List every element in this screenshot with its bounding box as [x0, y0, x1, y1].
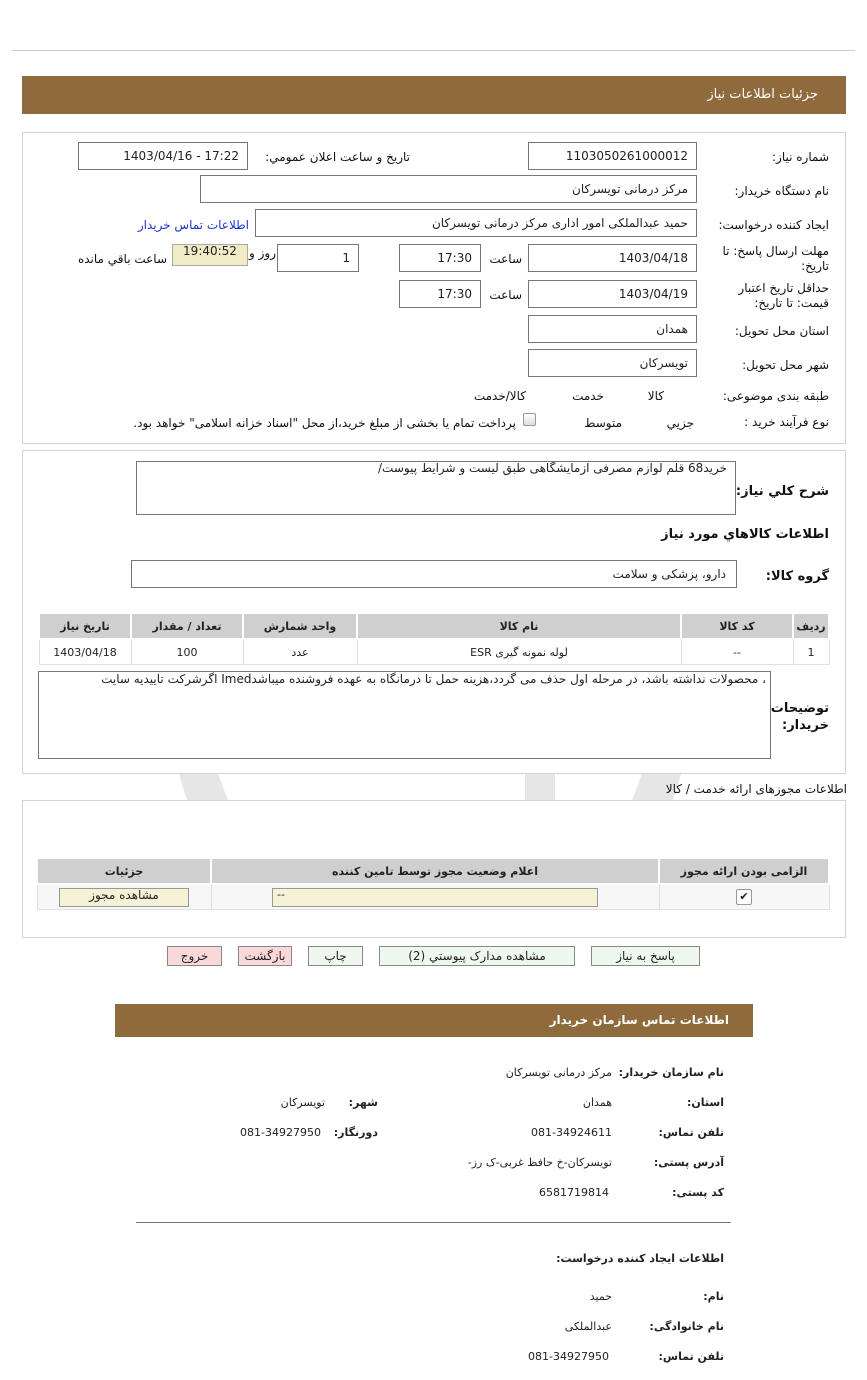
process-option-minor: جزیي	[666, 416, 694, 430]
description-label: شرح كلي نياز:	[735, 484, 829, 499]
exit-button[interactable]: خروج	[167, 946, 222, 966]
col-name: نام کالا	[357, 613, 681, 639]
permit-status-cell	[211, 884, 659, 910]
goods-group-field	[131, 560, 737, 588]
description-text	[136, 461, 736, 515]
contact-fax-label: دورنگار:	[333, 1126, 378, 1139]
creator-phone-value: 081-34927950	[528, 1350, 609, 1363]
goods-group-value: دارو، پزشکی و سلامت	[612, 567, 726, 581]
process-option-medium: متوسط	[584, 416, 622, 430]
announce-value: 1403/04/16 - 17:22	[123, 149, 239, 163]
announce-field	[78, 142, 248, 170]
validity-label: حداقل تاریخ اعتبار قیمت: تا تاریخ:	[738, 281, 829, 310]
remaining-label: ساعت باقي مانده	[77, 252, 167, 266]
page-title: جزئیات اطلاعات نیاز	[707, 87, 818, 102]
validity-date-value: 1403/04/19	[618, 287, 688, 301]
validity-time-value: 17:30	[437, 287, 472, 301]
announce-label: تاریخ و ساعت اعلان عمومي:	[265, 150, 410, 164]
col-quantity: تعداد / مقدار	[131, 613, 243, 639]
permits-title: اطلاعات مجوزهای ارائه خدمت / کالا	[665, 782, 847, 796]
description-value: خرید68 قلم لوازم مصرفی آزمایشگاهی طبق لیست و شرایط پیوست/	[378, 461, 727, 475]
treasury-payment-note: پرداخت تمام یا بخشی از مبلغ خرید،از محل "اسناد خزانه اسلامی" خواهد بود.	[133, 416, 516, 430]
contact-province-value: همدان	[582, 1096, 612, 1109]
treasury-payment-checkbox[interactable]	[523, 413, 536, 426]
col-permit-required: الزامی بودن ارائه مجوز	[659, 858, 829, 884]
view-permit-button[interactable]: مشاهده مجوز	[59, 888, 189, 907]
contact-phone-value: 081-34924611	[531, 1126, 612, 1139]
col-unit: واحد شمارش	[243, 613, 357, 639]
deadline-date-value: 1403/04/18	[618, 251, 688, 265]
table-row	[37, 884, 829, 910]
buyer-contact-link[interactable]: اطلاعات تماس خریدار	[137, 218, 249, 232]
creator-last-name-value: عبدالملکی	[564, 1320, 612, 1333]
cell-quantity: 100	[131, 639, 243, 665]
buyer-notes-value: ، محصولات نداشته باشد، در مرحله اول حذف می گردد،هزینه حمل تا درمانگاه به عهده فروشنده میباشدImed اگرشرکت تاییدیه سایت	[101, 672, 766, 686]
buyer-notes-label: توضیحات خریدار:	[770, 701, 829, 733]
permit-details-cell	[37, 884, 211, 910]
page-header	[22, 76, 846, 114]
creator-phone-label: تلفن تماس:	[658, 1350, 724, 1363]
permits-table	[36, 857, 830, 910]
need-number-label: شماره نیاز:	[772, 150, 829, 164]
contact-divider	[136, 1222, 731, 1223]
creator-label: ایجاد کننده درخواست:	[718, 218, 829, 232]
category-option-service: خدمت	[572, 389, 604, 403]
contact-header	[115, 1004, 753, 1037]
need-number-value: 1103050261000012	[565, 149, 688, 163]
validity-time-field	[399, 280, 481, 308]
buyer-org-value: مرکز درمانی تویسرکان	[572, 182, 688, 196]
contact-org-value: مرکز درمانی تویسرکان	[505, 1066, 612, 1079]
contact-phone-label: تلفن تماس:	[658, 1126, 724, 1139]
countdown-value: 19:40:52	[183, 244, 237, 258]
countdown-field	[172, 244, 248, 266]
goods-group-label: گروه كالا:	[765, 569, 829, 584]
reply-button[interactable]: پاسخ به نیاز	[591, 946, 700, 966]
creator-first-name-label: نام:	[703, 1290, 724, 1303]
cell-name: لوله نمونه گیری ESR	[357, 639, 681, 665]
buyer-notes-text	[38, 671, 771, 759]
city-field	[528, 349, 697, 377]
col-need-date: تاریخ نیاز	[39, 613, 131, 639]
creator-info-title: اطلاعات ایجاد کننده درخواست:	[556, 1252, 724, 1265]
creator-value: حمید عبدالملکی امور اداری مرکز درمانی تویسرکان	[431, 216, 688, 230]
days-field	[277, 244, 359, 272]
contact-postal-value: 6581719814	[539, 1186, 609, 1199]
contact-address-value: تویسرکان-خ حافظ غربی-ک رز-	[467, 1156, 612, 1169]
cell-code: --	[681, 639, 793, 665]
cell-need-date: 1403/04/18	[39, 639, 131, 665]
contact-postal-label: کد پستی:	[672, 1186, 724, 1199]
contact-fax-value: 081-34927950	[240, 1126, 321, 1139]
province-value: همدان	[656, 322, 688, 336]
contact-city-value: تویسرکان	[280, 1096, 325, 1109]
top-divider	[12, 50, 855, 51]
category-option-goods: کالا	[647, 389, 664, 403]
cell-unit: عدد	[243, 639, 357, 665]
cell-row: 1	[793, 639, 829, 665]
province-field	[528, 315, 697, 343]
deadline-time-field	[399, 244, 481, 272]
city-label: شهر محل تحویل:	[742, 358, 829, 372]
process-label: نوع فرآیند خرید :	[744, 415, 829, 429]
attachments-button[interactable]: مشاهده مدارک پیوستي (2)	[379, 946, 575, 966]
permit-required-checkbox[interactable]: ✔	[736, 889, 752, 905]
category-option-both: کالا/خدمت	[473, 389, 526, 403]
days-value: 1	[342, 251, 350, 265]
creator-first-name-value: حمید	[589, 1290, 612, 1303]
back-button[interactable]: بازگشت	[238, 946, 292, 966]
creator-last-name-label: نام خانوادگی:	[649, 1320, 724, 1333]
goods-table	[38, 612, 830, 665]
print-button[interactable]: چاپ	[308, 946, 363, 966]
need-number-field	[528, 142, 697, 170]
goods-info-title: اطلاعات كالاهاي مورد نياز	[661, 527, 829, 542]
deadline-label: مهلت ارسال پاسخ: تا تاریخ:	[722, 244, 829, 273]
validity-hour-label: ساعت	[489, 288, 522, 302]
buyer-org-field	[200, 175, 697, 203]
creator-field	[255, 209, 697, 237]
category-label: طبقه بندی موضوعی:	[722, 389, 829, 403]
contact-province-label: استان:	[687, 1096, 724, 1109]
permit-status-value: --	[277, 887, 285, 901]
col-code: کد کالا	[681, 613, 793, 639]
contact-title: اطلاعات تماس سازمان خریدار	[549, 1013, 729, 1027]
permit-required-cell	[659, 884, 829, 910]
table-row	[39, 639, 829, 665]
city-value: تویسرکان	[639, 356, 688, 370]
contact-city-label: شهر:	[348, 1096, 378, 1109]
col-permit-details: جزئیات	[37, 858, 211, 884]
deadline-date-field	[528, 244, 697, 272]
col-row: ردیف	[793, 613, 829, 639]
deadline-hour-label: ساعت	[489, 252, 522, 266]
col-permit-status: اعلام وضعیت مجوز توسط تامین کننده	[211, 858, 659, 884]
buyer-org-label: نام دستگاه خریدار:	[734, 184, 829, 198]
contact-org-label: نام سازمان خریدار:	[618, 1066, 724, 1079]
days-label: روز و	[249, 246, 276, 260]
validity-date-field	[528, 280, 697, 308]
permit-status-field[interactable]	[272, 888, 598, 907]
contact-address-label: آدرس پستی:	[653, 1156, 724, 1169]
province-label: استان محل تحویل:	[734, 324, 829, 338]
deadline-time-value: 17:30	[437, 251, 472, 265]
